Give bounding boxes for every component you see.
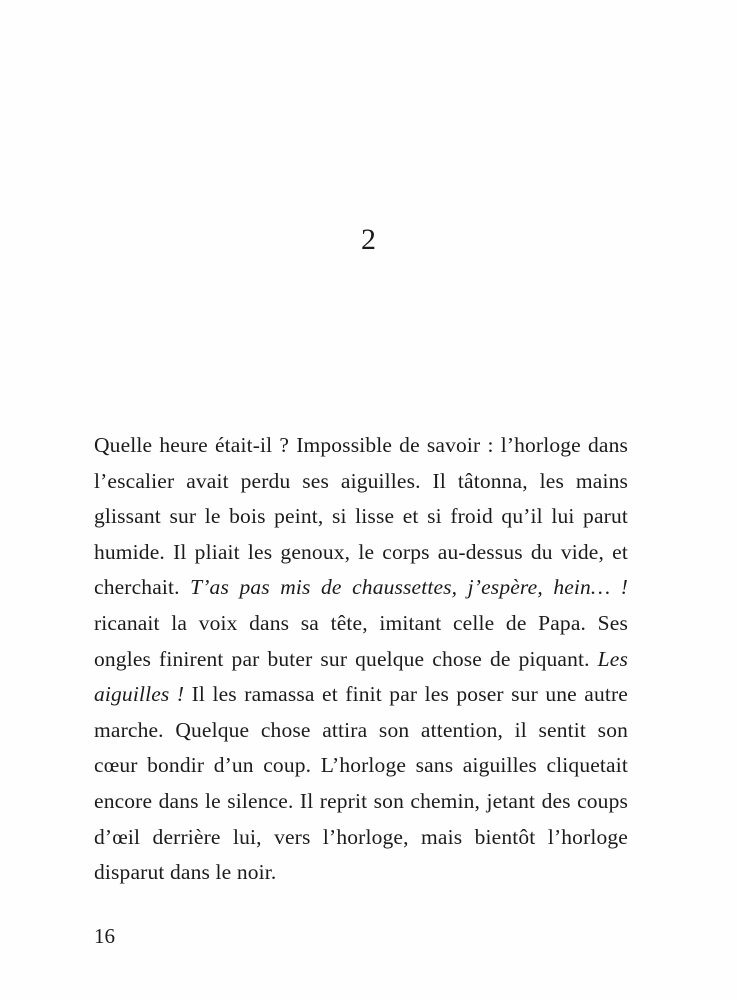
paragraph-segment: Quelle heure était-il ? Impossible de savoir : l’horloge dans l’escalier avait perdu ses aiguilles. Il tâtonna, les mains glissant sur le bois peint, si lisse et si froid qu’il lui parut humide. Il pliait les genoux, le corps au-dessus du vide, et cherchait. <box>94 433 628 600</box>
paragraph-segment-italic: T’as pas mis de chaussettes, j’espère, hein… ! <box>190 575 628 600</box>
body-paragraph <box>94 428 628 891</box>
paragraph-segment: ricanait la voix dans sa tête, imitant celle de Papa. Ses ongles finirent par buter sur quelque chose de piquant. <box>94 610 628 671</box>
paragraph-segment-italic: Les aiguilles ! <box>94 646 628 707</box>
page-number: 16 <box>94 924 115 948</box>
chapter-number: 2 <box>361 223 376 256</box>
paragraph-segment: Il les ramassa et finit par les poser sur une autre marche. Quelque chose attira son attention, il sentit son cœur bondir d’un coup. L’horloge sans aiguilles cliquetait encore dans le silence. Il reprit son chemin, jetant des coups d’œil derrière lui, vers l’horloge, mais bientôt l’horloge disparut dans le noir. <box>94 682 629 885</box>
